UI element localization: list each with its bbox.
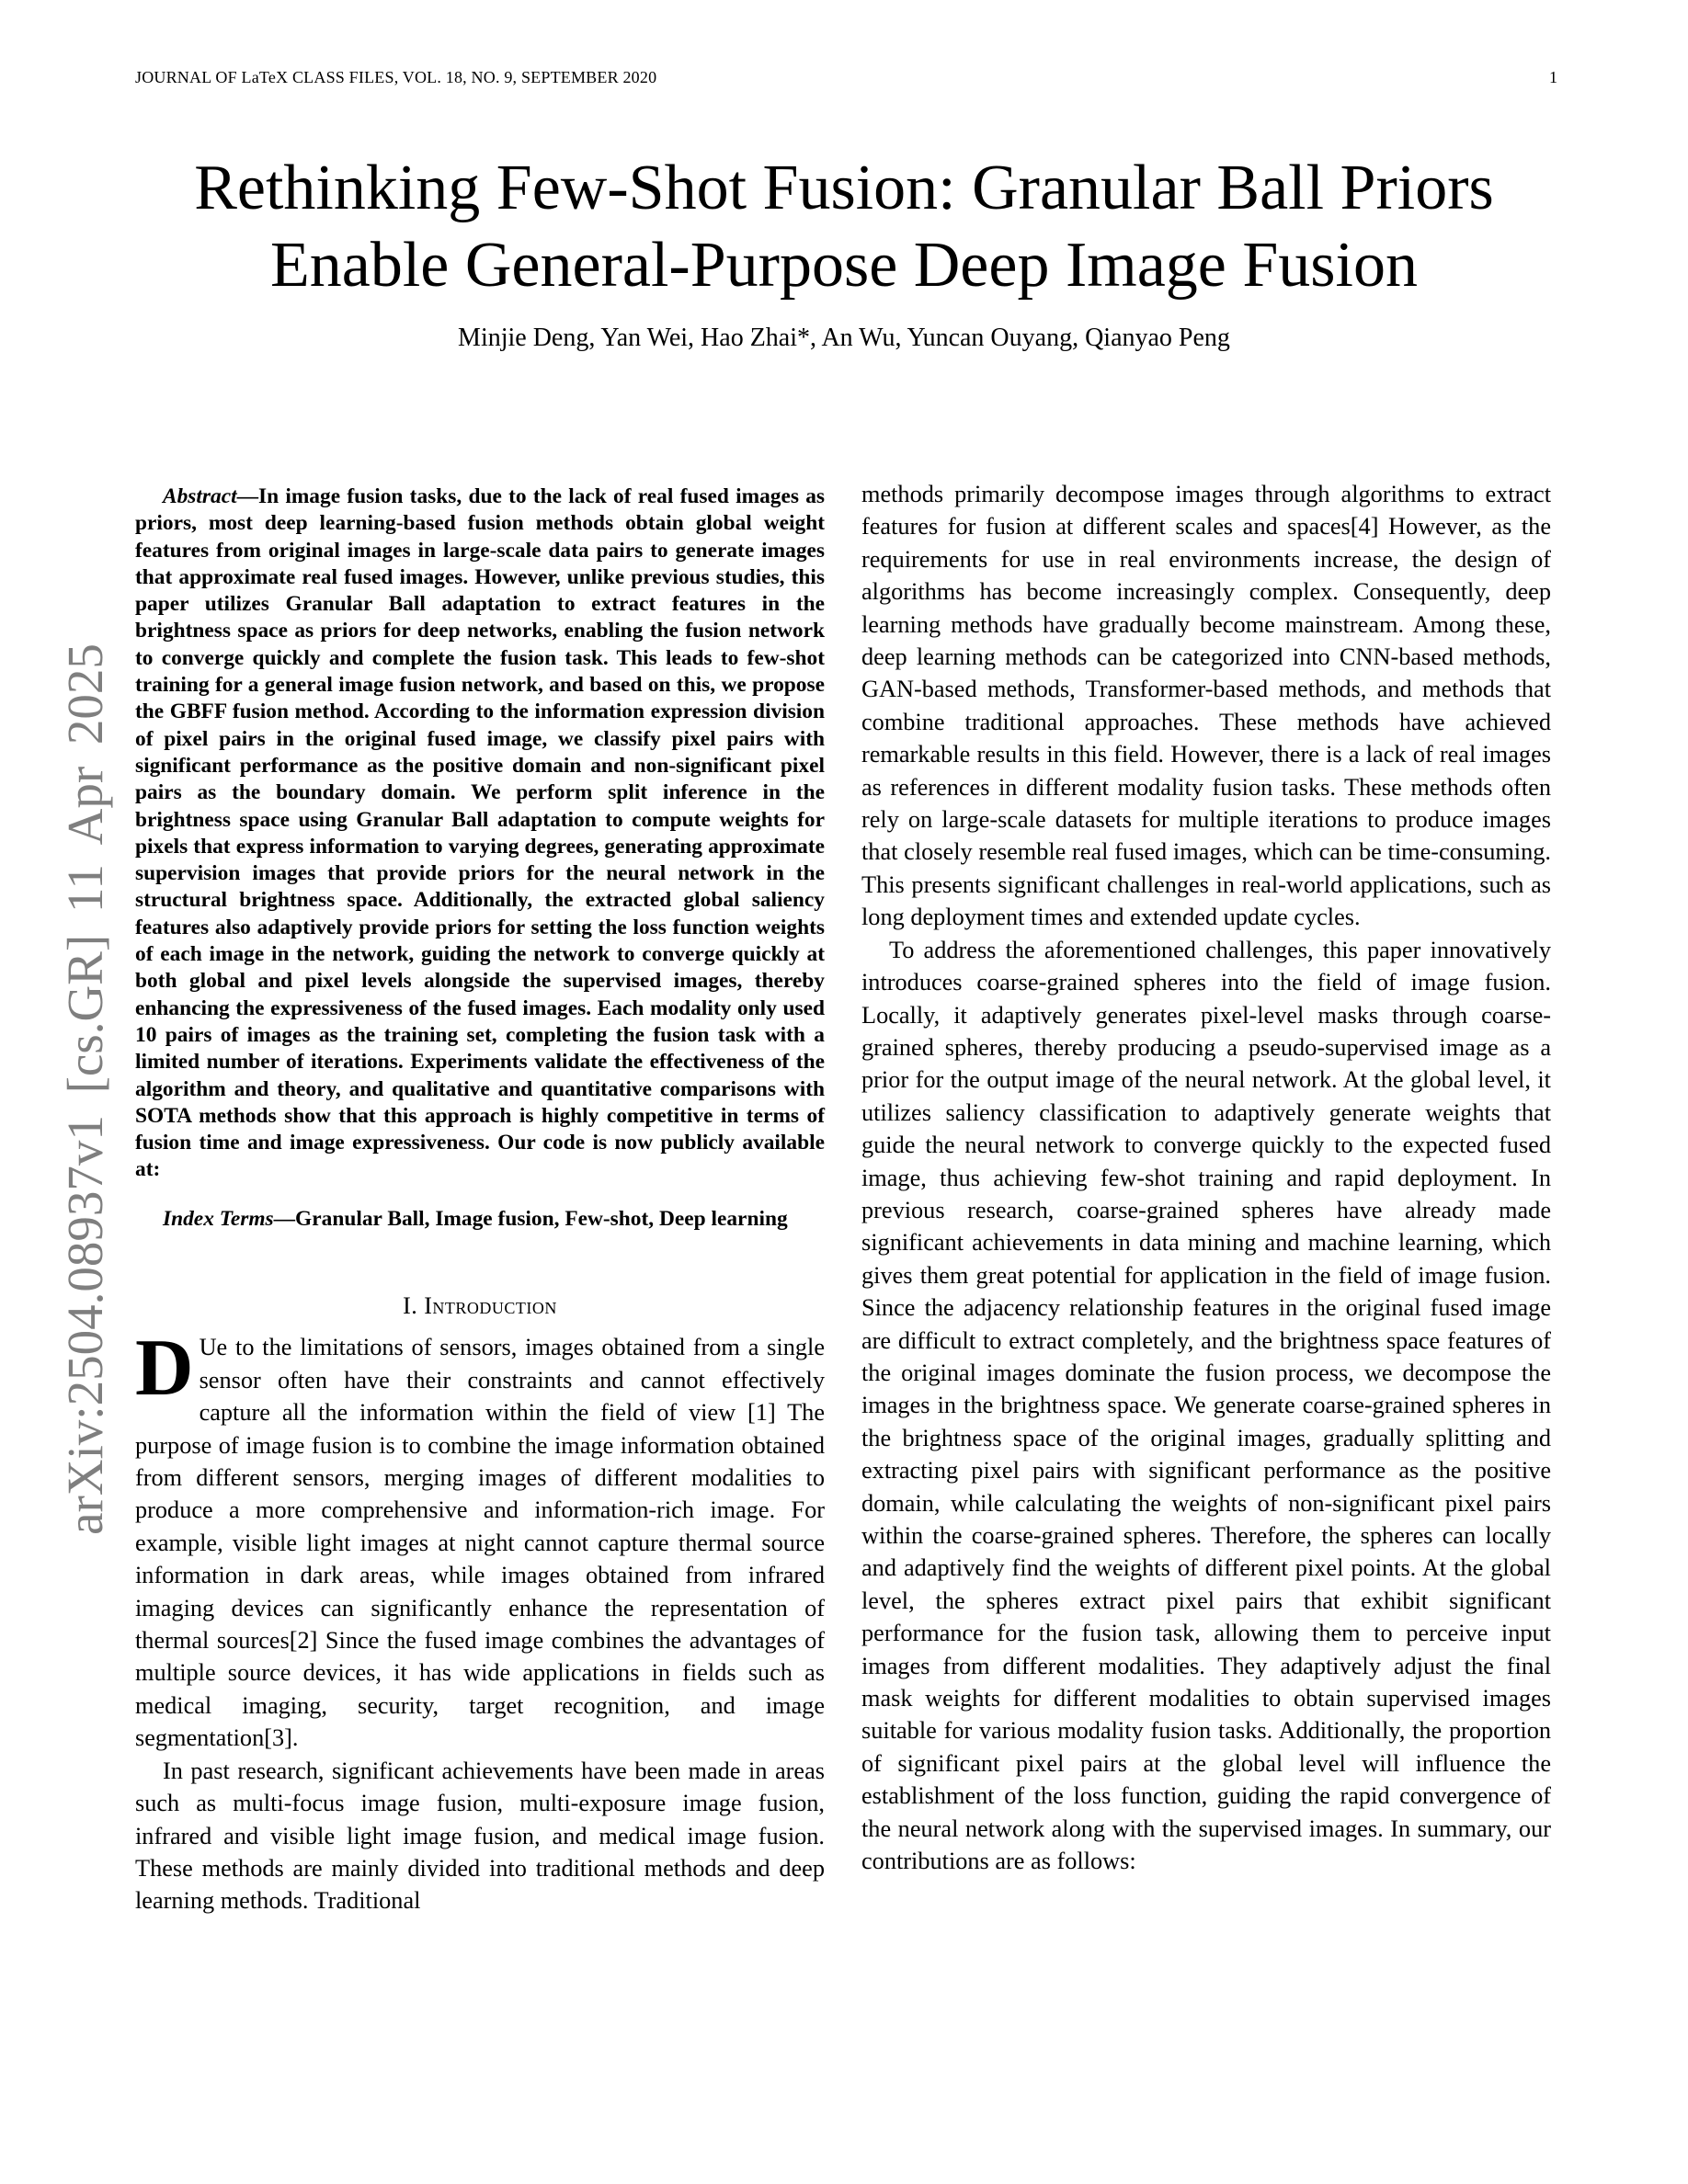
latex-logo: LaTeX	[241, 68, 289, 86]
intro-paragraph-1	[135, 1324, 825, 1754]
running-header	[135, 68, 656, 87]
author-list: Minjie Deng, Yan Wei, Hao Zhai*, An Wu, Yuncan Ouyang, Qianyao Peng	[458, 324, 1230, 352]
page-number: 1	[1549, 68, 1557, 86]
abstract	[135, 483, 825, 1184]
intro-paragraph-1-text: Ue to the limitations of sensors, images obtained from a single sensor often have their constraints and cannot effectively capture all the information within the field of view [1] The purpose of image fusion is to combine the image information obtained from different sensors, merging images of different modalities to produce a more comprehensive and information-rich image. For example, visible light images at night cannot capture thermal source information in dark areas, while images obtained from infrared imaging devices can significantly enhance the representation of thermal sources[2] Since the fused image combines the advantages of multiple source devices, it has wide applications in fields such as medical imaging, security, target recognition, and image segmentation[3].	[135, 1334, 825, 1752]
intro-paragraph-2-continued: methods primarily decompose images through algorithms to extract features for fusion at different scales and spaces[4] However, as the requirements for use in real environments increase, the design of algorithms has become increasingly complex. Consequently, deep learning methods have gradually become mainstream. Among these, deep learning methods can be categorized into CNN-based methods, GAN-based methods, Transformer-based methods, and methods that combine traditional approaches. These methods have achieved remarkable results in this field. However, there is a lack of real images as references in different modality fusion tasks. These methods often rely on large-scale datasets for multiple iterations to produce images that closely resemble real fused images, which can be time-consuming. This presents significant challenges in real-world applications, such as long deployment times and extended update cycles.	[861, 481, 1551, 931]
index-terms	[135, 1206, 825, 1233]
abstract-label: Abstract	[163, 484, 237, 508]
abstract-text: —In image fusion tasks, due to the lack of real fused images as priors, most deep learning-based fusion methods obtain global weight features from original images in large-scale data pairs to generate images that approximate real fused images. However, unlike previous studies, this paper utilizes Granular Ball adaptation to extract features in the brightness space as priors for deep networks, enabling the fusion network to converge quickly and complete the fusion task. This leads to few-shot training for a general image fusion network, and based on this, we propose the GBFF fusion method. According to the information expression division of pixel pairs in the original fused image, we classify pixel pairs with significant performance as the positive domain and non-significant pixel pairs as the boundary domain. We perform split inference in the brightness space using Granular Ball adaptation to compute weights for pixels that express information to varying degrees, generating approximate supervision images that provide priors for the neural network in the structural brightness space. Additionally, the extracted global saliency features also adaptively provide priors for setting the loss function weights of each image in the network, guiding the network to converge quickly at both global and pixel levels alongside the supervised images, thereby enhancing the expressiveness of the fused images. Each modality only used 10 pairs of images as the training set, completing the fusion task with a limited number of iterations. Experiments validate the effectiveness of the algorithm and theory, and qualitative and quantitative comparisons with SOTA methods show that this approach is highly competitive in terms of fusion time and image expressiveness. Our code is now publicly available at:	[135, 484, 825, 1182]
section-title-rest: ntroduction	[432, 1292, 557, 1320]
drop-cap: D	[135, 1324, 194, 1414]
arxiv-stamp: arXiv:2504.08937v1 [cs.GR] 11 Apr 2025	[57, 643, 113, 1535]
left-column	[135, 478, 825, 1917]
paper-title: Rethinking Few-Shot Fusion: Granular Ball Priors Enable General-Purpose Deep Image Fusion	[194, 153, 1494, 301]
journal-suffix: CLASS FILES, VOL. 18, NO. 9, SEPTEMBER 2020	[288, 68, 657, 86]
journal-prefix: JOURNAL OF	[135, 68, 242, 86]
index-terms-label: Index Terms	[163, 1206, 274, 1231]
intro-paragraph-3: To address the aforementioned challenges, this paper innovatively introduces coarse-grained spheres into the field of image fusion. Locally, it adaptively generates pixel-level masks through coarse-grained spheres, thereby producing a pseudo-supervised image as a prior for the output image of the neural network. At the global level, it utilizes saliency classification to adaptively generate weights that guide the neural network to converge quickly to the expected fused image, thus achieving few-shot training and rapid deployment. In previous research, coarse-grained spheres have already made significant achievements in data mining and machine learning, which gives them great potential for application in the field of image fusion. Since the adjacency relationship features in the original fused image are difficult to extract completely, and the brightness space features of the original images dominate the fusion process, we decompose the images in the brightness space. We generate coarse-grained spheres in the brightness space of the original images, gradually splitting and extracting pixel pairs with significant performance as the positive domain, while calculating the weights of non-significant pixel pairs within the coarse-grained spheres. Therefore, the spheres can locally and adaptively find the weights of different pixel points. At the global level, the spheres extract pixel pairs that exhibit significant performance for the fusion task, allowing them to perceive input images from different modalities. They adaptively adjust the final mask weights for different modalities to obtain supervised images suitable for various modality fusion tasks. Additionally, the proportion of significant pixel pairs at the global level will influence the establishment of the loss function, guiding the rapid convergence of the neural network along with the supervised images. In summary, our contributions are as follows:	[861, 936, 1551, 1875]
section-title-initial: I	[424, 1292, 433, 1320]
intro-paragraph-2: In past research, significant achievements have been made in areas such as multi-focus image fusion, multi-exposure image fusion, infrared and visible light image fusion, and medical image fusion. These methods are mainly divided into traditional methods and deep learning methods. Traditional	[135, 1757, 825, 1915]
section-heading-introduction	[135, 1290, 825, 1322]
section-numeral: I.	[403, 1292, 425, 1320]
index-terms-text: —Granular Ball, Image fusion, Few-shot, Deep learning	[273, 1206, 788, 1231]
right-column	[861, 478, 1551, 1877]
